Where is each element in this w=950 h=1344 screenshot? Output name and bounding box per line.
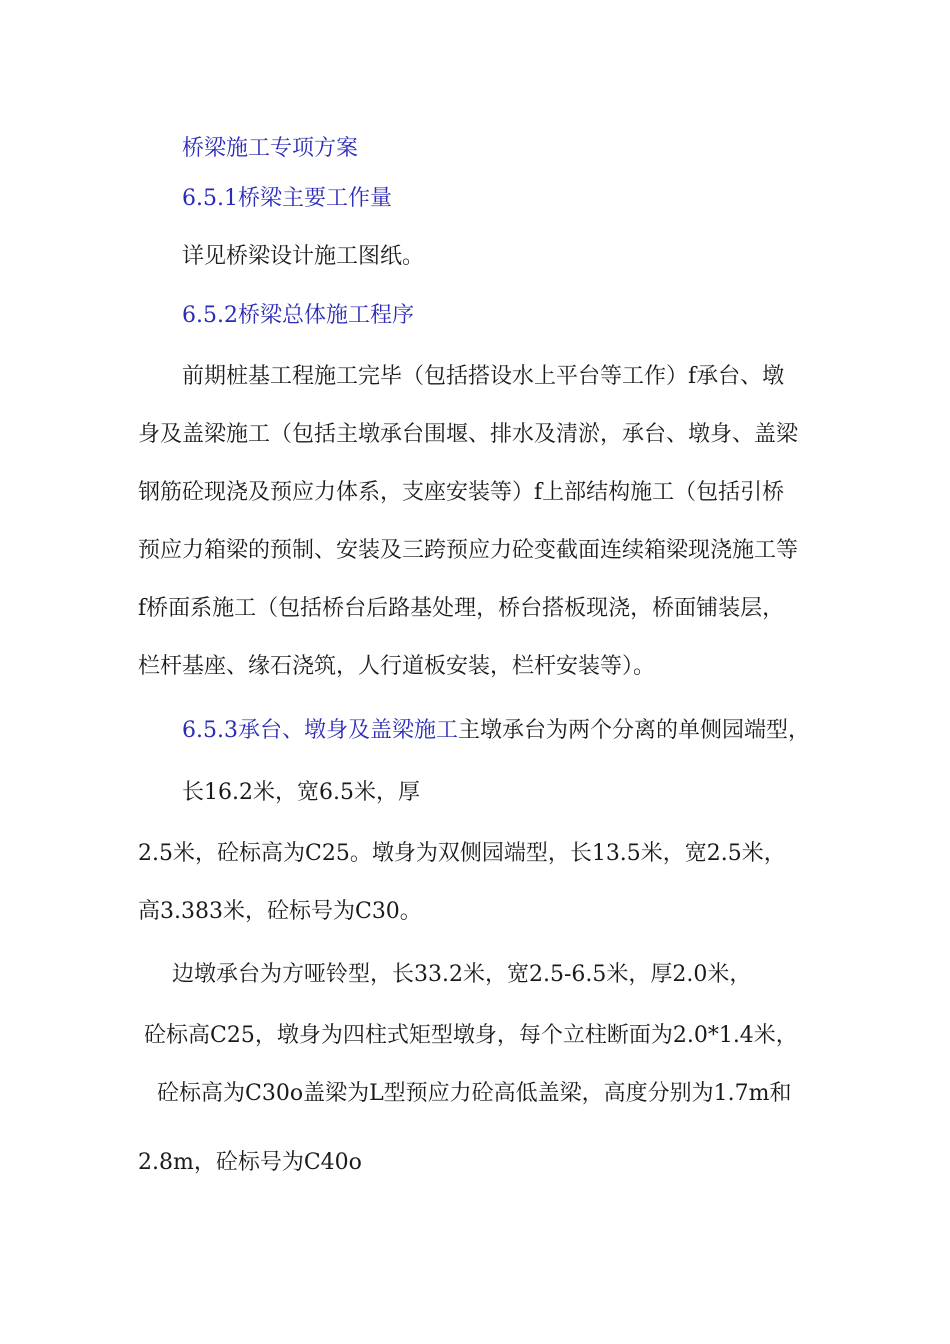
section-6-5-3-heading-tail: 主墩承台为两个分离的单侧园端型， <box>457 718 810 743</box>
section-heading-6-5-2: 6.5.2桥梁总体施工程序 <box>182 303 414 328</box>
section-heading-6-5-1: 6.5.1桥梁主要工作量 <box>182 186 392 211</box>
section-6-5-1-text: 详见桥梁设计施工图纸。 <box>182 244 425 269</box>
section-6-5-3-line-1: 长16.2米，宽6.5米，厚 <box>182 780 420 805</box>
section-6-5-3-heading-line <box>182 716 810 746</box>
section-6-5-3-line-5: 砼标高C25，墩身为四柱式矩型墩身，每个立柱断面为2.0*1.4米， <box>144 1023 798 1048</box>
section-6-5-2-line-6: 栏杆基座、缘石浇筑，人行道板安装，栏杆安装等）。 <box>138 654 656 679</box>
section-6-5-2-line-2: 身及盖梁施工（包括主墩承台围堰、排水及清淤，承台、墩身、盖梁 <box>138 422 799 447</box>
section-6-5-2-line-1: 前期桩基工程施工完毕（包括搭设水上平台等工作）f承台、墩 <box>182 364 785 389</box>
section-6-5-2-line-4: 预应力箱梁的预制、安装及三跨预应力砼变截面连续箱梁现浇施工等 <box>138 538 799 563</box>
section-6-5-2-line-3: 钢筋砼现浇及预应力体系，支座安装等）f上部结构施工（包括引桥 <box>138 480 785 505</box>
section-6-5-3-line-2: 2.5米，砼标高为C25。墩身为双侧园端型，长13.5米，宽2.5米， <box>138 841 786 866</box>
section-6-5-3-line-7: 2.8m，砼标号为C40o <box>138 1150 362 1175</box>
section-6-5-3-line-4: 边墩承台为方哑铃型，长33.2米，宽2.5-6.5米，厚2.0米， <box>172 962 752 987</box>
section-6-5-2-line-5: f桥面系施工（包括桥台后路基处理，桥台搭板现浇，桥面铺装层， <box>138 596 785 621</box>
section-6-5-3-line-6: 砼标高为C30o盖梁为L型预应力砼高低盖梁，高度分别为1.7m和 <box>157 1081 792 1106</box>
section-heading-6-5-3: 6.5.3承台、墩身及盖梁施工 <box>182 718 458 743</box>
document-title: 桥梁施工专项方案 <box>182 136 359 161</box>
section-6-5-3-line-3: 高3.383米，砼标号为C30。 <box>138 899 422 924</box>
